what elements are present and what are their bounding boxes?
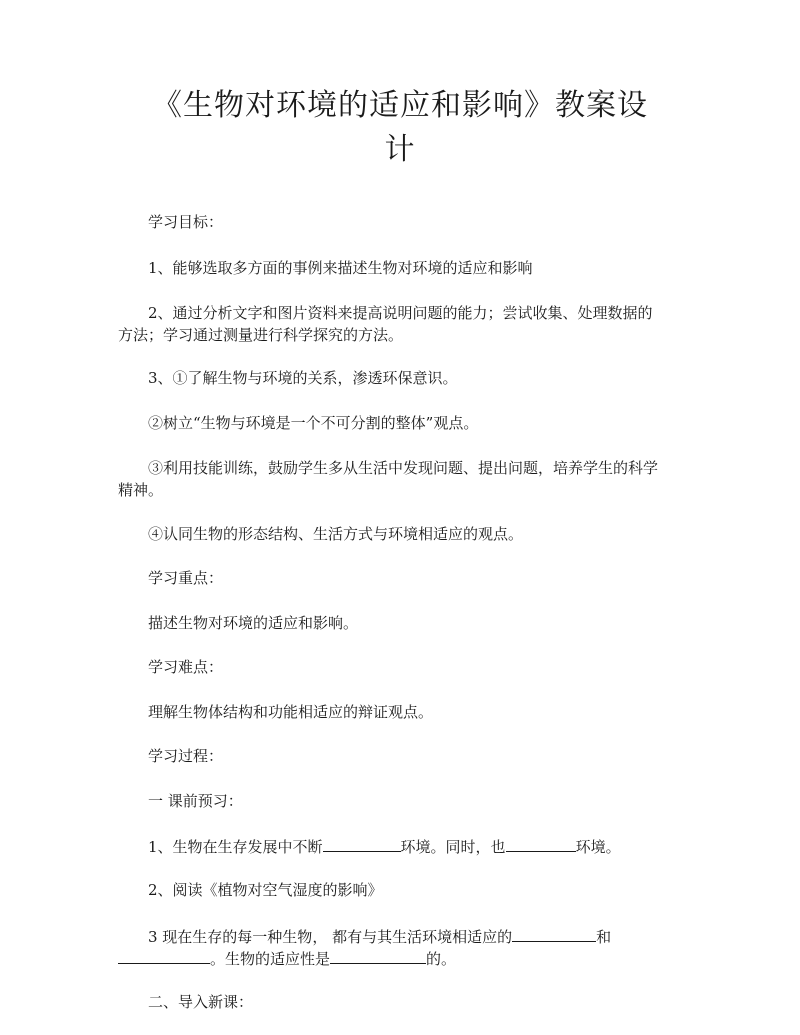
question-3-line-2 bbox=[118, 947, 686, 970]
question-1-part-2: 环境。同时，也 bbox=[400, 838, 506, 856]
fill-blank[interactable] bbox=[118, 947, 210, 964]
goal-3d: ④认同生物的形态结构、生活方式与环境相适应的观点。 bbox=[148, 525, 524, 543]
difficulty-text: 理解生物体结构和功能相适应的辩证观点。 bbox=[148, 703, 434, 721]
question-3-line-1 bbox=[118, 925, 716, 948]
question-3-part-1: 3 现在生存的每一种生物， 都有与其生活环境相适应的 bbox=[148, 928, 513, 946]
key-heading: 学习重点： bbox=[148, 569, 224, 587]
goal-3c-line-1: ③利用技能训练，鼓励学生多从生活中发现问题、提出问题，培养学生的科学 bbox=[148, 459, 659, 477]
goals-heading: 学习目标： bbox=[148, 213, 224, 231]
question-3-part-2: 和 bbox=[596, 928, 612, 946]
question-1 bbox=[118, 835, 716, 858]
fill-blank[interactable] bbox=[512, 925, 596, 942]
fill-blank[interactable] bbox=[330, 947, 426, 964]
goal-3: 3、①了解生物与环境的关系，渗透环保意识。 bbox=[148, 369, 458, 387]
goal-3b: ②树立“生物与环境是一个不可分割的整体”观点。 bbox=[148, 414, 479, 432]
document-title bbox=[120, 84, 680, 172]
preview-heading: 一 课前预习： bbox=[148, 792, 243, 810]
fill-blank[interactable] bbox=[323, 835, 401, 852]
question-3-part-3: 。生物的适应性是 bbox=[210, 950, 331, 968]
question-2: 2、阅读《植物对空气湿度的影响》 bbox=[148, 881, 383, 899]
key-text: 描述生物对环境的适应和影响。 bbox=[148, 614, 359, 632]
goal-3c-line-2: 精神。 bbox=[118, 481, 164, 499]
question-1-part-3: 环境。 bbox=[575, 838, 621, 856]
question-3-part-4: 的。 bbox=[426, 950, 457, 968]
difficulty-heading: 学习难点： bbox=[148, 658, 224, 676]
title-line-2: 计 bbox=[384, 132, 416, 167]
goal-2-line-2: 方法；学习通过测量进行科学探究的方法。 bbox=[118, 326, 404, 344]
fill-blank[interactable] bbox=[506, 835, 576, 852]
question-1-part-1: 1、生物在生存发展中不断 bbox=[148, 838, 323, 856]
process-heading: 学习过程： bbox=[148, 747, 224, 765]
goal-2-line-1: 2、通过分析文字和图片资料来提高说明问题的能力；尝试收集、处理数据的 bbox=[148, 304, 653, 322]
intro-heading: 二、导入新课： bbox=[148, 993, 254, 1011]
goal-1: 1、能够选取多方面的事例来描述生物对环境的适应和影响 bbox=[148, 259, 533, 277]
title-line-1: 《生物对环境的适应和影响》教案设 bbox=[152, 88, 648, 123]
